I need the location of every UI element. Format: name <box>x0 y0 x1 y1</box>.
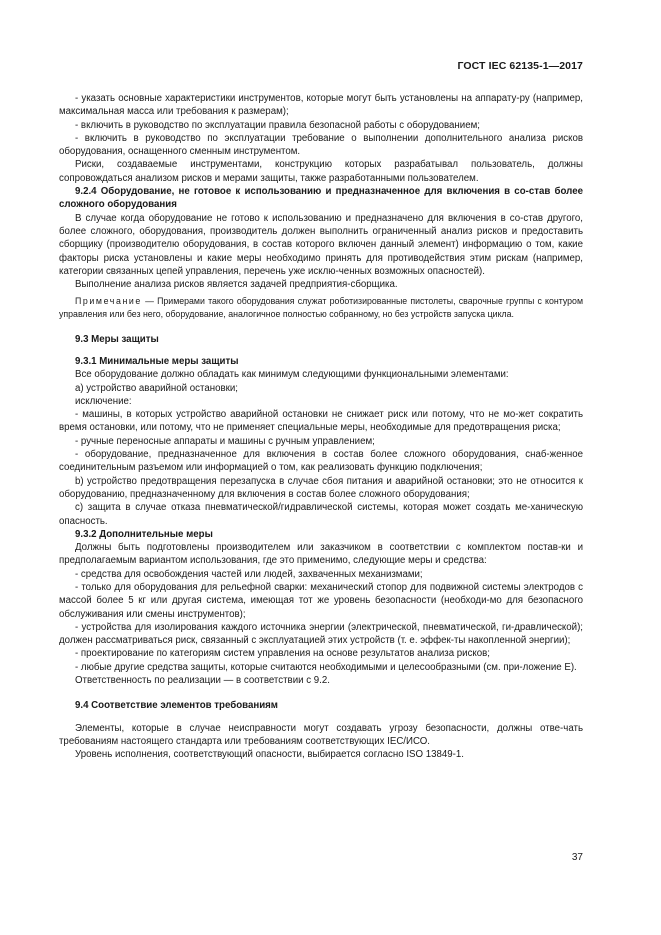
paragraph: Элементы, которые в случае неисправности могут создавать угрозу безопасности, должны отве-чать требованиям настоящего стандарта или требованиям соответствующих IEC/ИСО. <box>59 722 583 747</box>
note-text: Примерами такого оборудования служат роботизированные пистолеты, сварочные группы с контуром управления или без него, оборудование, аналогичное полностью собранному, но без устройств запуска цикла. <box>59 296 583 320</box>
list-item: - машины, в которых устройство аварийной остановки не снижает риск или потому, что не мо-жет сократить время остановки, или потому, что не применяет специальные меры, необходимые для предотвращения риска; <box>59 409 583 434</box>
note: Примечание — Примерами такого оборудования служат роботизированные пистолеты, сварочные группы с контуром управления или без него, оборудование, аналогичное полностью собранному, но без устройств запуска цикла. <box>59 296 583 320</box>
section-heading-9-2-4: 9.2.4 Оборудование, не готовое к использованию и предназначенное для включения в со-став более сложного оборудования <box>59 186 583 211</box>
list-item: - только для оборудования для рельефной сварки: механический стопор для подвижной системы электродов с массой более 5 кг или другая система, имеющая тот же уровень безопасности (необходи-мо для безопасного обслуживания или смены инструментов); <box>59 581 583 620</box>
note-label: Примечание <box>75 296 142 307</box>
list-item: - оборудование, предназначенное для включения в состав более сложного оборудования, снаб-женное соединительным разъемом или информацией о том, как реализовать функцию подключения; <box>59 449 583 474</box>
paragraph: Выполнение анализа рисков является задачей предприятия-сборщика. <box>75 279 398 291</box>
list-item: а) устройство аварийной остановки; <box>75 382 238 394</box>
paragraph: исключение: <box>75 395 132 407</box>
document-body <box>59 92 583 762</box>
list-item: - включить в руководство по эксплуатации правила безопасной работы с оборудованием; <box>75 119 480 131</box>
list-item: - устройства для изолирования каждого источника энергии (электрической, пневматической, ги-дравлической); должен рассматриваться риск, связанный с эксплуатацией этих устройств (т. е. эффек-ты накопленной энергии); <box>59 621 583 647</box>
paragraph: В случае когда оборудование не готово к использованию и предназначено для включения в со-став другого, более сложного, оборудования, производитель должен выполнить ограниченный анализ рисков и предоставить сборщику (производителю оборудования, в состав которого включен данный элемент) информацию о том, какие факторы риска установлены и какие меры необходимо принять для противодействия этим рискам (например, категории связанных цепей управления, перечень уже исклю-ченных возможных опасностей). <box>59 212 583 277</box>
paragraph: Риски, создаваемые инструментами, конструкцию которых разрабатывал пользователь, должны сопровождаться анализом рисков и мерами защиты, также разработанными пользователем. <box>59 159 583 184</box>
section-heading-9-4: 9.4 Соответствие элементов требованиям <box>75 700 278 712</box>
paragraph: Должны быть подготовлены производителем или заказчиком в соответствии с комплектом постав-ки и предполагаемым вариантом использования, где это применимо, следующие меры и средства: <box>59 542 583 567</box>
section-heading-9-3-2: 9.3.2 Дополнительные меры <box>75 528 213 540</box>
list-item: - проектирование по категориям систем управления на основе результатов анализа рисков; <box>75 648 490 660</box>
document-standard-header: ГОСТ IEC 62135-1—2017 <box>457 60 583 72</box>
list-item: - указать основные характеристики инструментов, которые могут быть установлены на аппарату-ру (например, максимальная масса или требования к размерам); <box>59 93 583 118</box>
paragraph: Все оборудование должно обладать как минимум следующими функциональными элементами: <box>75 369 509 381</box>
list-item: b) устройство предотвращения перезапуска в случае сбоя питания и аварийной остановки; это не относится к оборудованию, предназначенному для включения в состав более сложного оборудования; <box>59 475 583 500</box>
page-number: 37 <box>571 852 583 863</box>
paragraph: Ответственность по реализации — в соответствии с 9.2. <box>75 675 330 687</box>
paragraph: Уровень исполнения, соответствующий опасности, выбирается согласно ISO 13849-1. <box>75 749 464 761</box>
list-item: - ручные переносные аппараты и машины с ручным управлением; <box>75 435 375 447</box>
list-item: - средства для освобождения частей или людей, захваченных механизмами; <box>75 568 423 580</box>
section-heading-9-3-1: 9.3.1 Минимальные меры защиты <box>75 355 239 367</box>
list-item: - любые другие средства защиты, которые считаются необходимыми и целесообразными (см. при-ложение Е). <box>75 661 577 673</box>
list-item: c) защита в случае отказа пневматической/гидравлической системы, которая может создать ме-ханическую опасность. <box>59 502 583 527</box>
section-heading-9-3: 9.3 Меры защиты <box>75 333 159 345</box>
list-item: - включить в руководство по эксплуатации требование о выполнении дополнительного анализа рисков оборудования, оснащенного сменным инструментом. <box>59 132 583 158</box>
